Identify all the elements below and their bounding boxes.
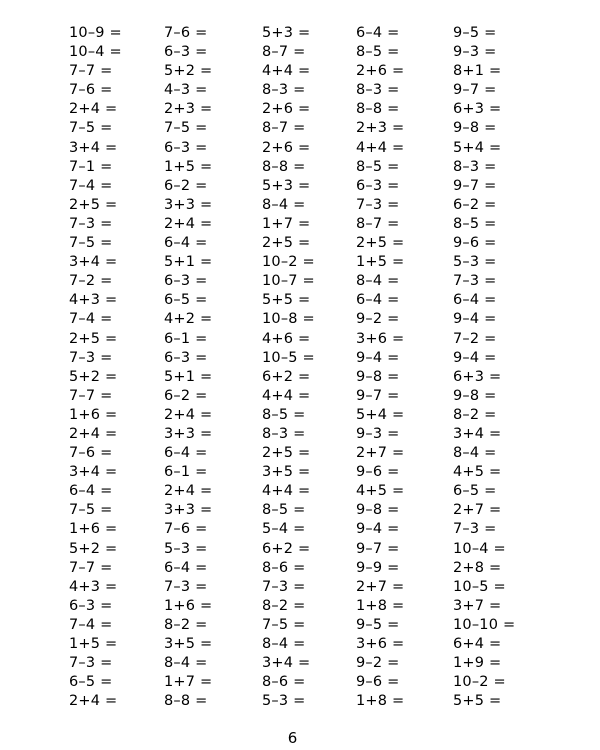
- math-problem: 4+5 =: [356, 483, 405, 500]
- worksheet-row: [0, 253, 600, 272]
- math-problem: 1+6 =: [69, 406, 118, 423]
- math-problem: 10–9 =: [69, 25, 122, 41]
- math-problem: 4+4 =: [356, 139, 405, 156]
- math-problem: 4+4 =: [262, 387, 311, 404]
- math-problem: 8–7 =: [356, 215, 400, 232]
- math-problem: 9–8 =: [453, 120, 497, 137]
- math-problem: 10–2 =: [262, 254, 315, 271]
- worksheet-row: [0, 310, 600, 329]
- math-problem: 5+4 =: [453, 139, 502, 156]
- math-problem: 8–2 =: [262, 597, 306, 614]
- worksheet-row: [0, 425, 600, 444]
- math-problem: 9–4 =: [356, 521, 400, 538]
- worksheet-row: [0, 616, 600, 635]
- math-problem: 7–4 =: [69, 616, 113, 633]
- math-problem: 7–5 =: [69, 235, 113, 252]
- worksheet-row: [0, 482, 600, 501]
- math-problem: 7–4 =: [69, 177, 113, 194]
- worksheet-row: [0, 291, 600, 310]
- worksheet-row: [0, 196, 600, 215]
- math-problem: 6–2 =: [164, 387, 208, 404]
- math-problem: 8–3 =: [262, 425, 306, 442]
- math-problem: 6–5 =: [164, 292, 208, 309]
- math-problem: 10–5 =: [262, 349, 315, 366]
- math-problem: 8–7 =: [262, 120, 306, 137]
- math-problem: 1+6 =: [164, 597, 213, 614]
- math-problem: 4–3 =: [164, 82, 208, 99]
- math-problem: 5+1 =: [164, 254, 213, 271]
- math-problem: 6–3 =: [164, 44, 208, 61]
- math-problem: 2+4 =: [69, 425, 118, 442]
- math-problem: 5+4 =: [356, 406, 405, 423]
- math-problem: 4+5 =: [453, 464, 502, 481]
- math-problem: 4+2 =: [164, 311, 213, 328]
- worksheet-row: [0, 368, 600, 387]
- math-problem: 3+4 =: [453, 425, 502, 442]
- math-problem: 6–3 =: [164, 349, 208, 366]
- math-problem: 1+5 =: [164, 158, 213, 175]
- math-problem: 2+8 =: [453, 559, 502, 576]
- math-problem: 1+7 =: [164, 674, 213, 691]
- math-problem: 5+2 =: [69, 368, 118, 385]
- math-problem: 9–4 =: [356, 349, 400, 366]
- math-problem: 9–7 =: [453, 177, 497, 194]
- math-problem: 5+2 =: [164, 63, 213, 80]
- math-problem: 3+4 =: [262, 655, 311, 672]
- math-problem: 6–2 =: [453, 196, 497, 213]
- worksheet-row: [0, 597, 600, 616]
- math-problem: 6–4 =: [164, 235, 208, 252]
- math-problem: 7–6 =: [164, 521, 208, 538]
- math-problem: 2+4 =: [69, 693, 118, 710]
- math-problem: 2+6 =: [262, 101, 311, 118]
- math-problem: 7–6 =: [164, 25, 208, 41]
- math-problem: 6–5 =: [69, 674, 113, 691]
- worksheet-row: [0, 673, 600, 692]
- math-problem: 2+4 =: [164, 406, 213, 423]
- worksheet-row: [0, 330, 600, 349]
- math-problem: 7–3 =: [69, 215, 113, 232]
- math-problem: 6–3 =: [164, 273, 208, 290]
- math-problem: 6–3 =: [164, 139, 208, 156]
- math-problem: 3+4 =: [69, 464, 118, 481]
- worksheet-row: [0, 158, 600, 177]
- math-problem: 8+1 =: [453, 63, 502, 80]
- math-problem: 6–5 =: [453, 483, 497, 500]
- math-problem: 10–4 =: [69, 44, 122, 61]
- math-problem: 6–4 =: [164, 445, 208, 462]
- worksheet-row: [0, 635, 600, 654]
- math-problem: 2+4 =: [164, 215, 213, 232]
- math-problem: 1+5 =: [356, 254, 405, 271]
- math-problem: 7–7 =: [69, 559, 113, 576]
- math-problem: 1+9 =: [453, 655, 502, 672]
- math-problem: 5–3 =: [164, 540, 208, 557]
- worksheet-row: [0, 520, 600, 539]
- math-problem: 7–4 =: [69, 311, 113, 328]
- worksheet-row: [0, 387, 600, 406]
- math-problem: 2+7 =: [453, 502, 502, 519]
- worksheet-row: [0, 215, 600, 234]
- math-problem: 9–5 =: [356, 616, 400, 633]
- math-problem: 4+3 =: [69, 578, 118, 595]
- worksheet-row: [0, 406, 600, 425]
- worksheet-row: [0, 578, 600, 597]
- math-problem: 2+3 =: [164, 101, 213, 118]
- math-problem: 7–3 =: [453, 521, 497, 538]
- worksheet-row: [0, 100, 600, 119]
- math-problem: 7–3 =: [164, 578, 208, 595]
- math-problem: 7–6 =: [69, 82, 113, 99]
- math-problem: 5+1 =: [164, 368, 213, 385]
- math-problem: 2+5 =: [69, 330, 118, 347]
- math-problem: 8–6 =: [262, 559, 306, 576]
- math-problem: 9–8 =: [453, 387, 497, 404]
- math-problem: 8–5 =: [262, 406, 306, 423]
- math-problem: 3+3 =: [164, 196, 213, 213]
- math-problem: 8–8 =: [262, 158, 306, 175]
- math-problem: 5+3 =: [262, 25, 311, 41]
- worksheet-row: [0, 81, 600, 100]
- math-problem: 6–4 =: [69, 483, 113, 500]
- math-problem: 4+4 =: [262, 483, 311, 500]
- math-problem: 2+5 =: [69, 196, 118, 213]
- worksheet-row: [0, 43, 600, 62]
- math-problem: 10–2 =: [453, 674, 506, 691]
- math-problem: 1+7 =: [262, 215, 311, 232]
- math-problem: 6–4 =: [453, 292, 497, 309]
- math-problem: 7–3 =: [356, 196, 400, 213]
- math-problem: 8–7 =: [262, 44, 306, 61]
- math-problem: 8–5 =: [356, 44, 400, 61]
- math-problem: 1+8 =: [356, 693, 405, 710]
- math-problem: 9–6 =: [453, 235, 497, 252]
- math-problem: 6–4 =: [164, 559, 208, 576]
- math-problem: 6+2 =: [262, 368, 311, 385]
- math-problem: 3+6 =: [356, 330, 405, 347]
- math-problem: 9–3 =: [356, 425, 400, 442]
- math-problem: 3+7 =: [453, 597, 502, 614]
- math-problem: 3+6 =: [356, 636, 405, 652]
- math-problem: 10–4 =: [453, 540, 506, 557]
- worksheet-row: [0, 654, 600, 673]
- math-problem: 8–5 =: [356, 158, 400, 175]
- math-problem: 8–5 =: [262, 502, 306, 519]
- math-problem: 3+3 =: [164, 425, 213, 442]
- math-problem: 5+5 =: [453, 693, 502, 710]
- math-problem: 5+3 =: [262, 177, 311, 194]
- math-problem: 5+2 =: [69, 540, 118, 557]
- math-problem: 3+4 =: [69, 139, 118, 156]
- math-problem: 6–4 =: [356, 25, 400, 41]
- math-problem: 3+4 =: [69, 254, 118, 271]
- math-problem: 4+4 =: [262, 63, 311, 80]
- math-problem: 2+5 =: [262, 235, 311, 252]
- math-problem: 5+5 =: [262, 292, 311, 309]
- worksheet-row: [0, 24, 600, 43]
- math-problem: 9–4 =: [453, 311, 497, 328]
- math-problem: 8–3 =: [453, 158, 497, 175]
- math-problem: 6–1 =: [164, 464, 208, 481]
- math-problem: 9–4 =: [453, 349, 497, 366]
- math-problem: 5–4 =: [262, 521, 306, 538]
- math-problem: 10–7 =: [262, 273, 315, 290]
- worksheet-row: [0, 559, 600, 578]
- math-problem: 4+3 =: [69, 292, 118, 309]
- worksheet-row: [0, 692, 600, 711]
- worksheet-row: [0, 119, 600, 138]
- math-problem: 7–5 =: [69, 120, 113, 137]
- math-problem: 7–3 =: [453, 273, 497, 290]
- math-problem: 1+6 =: [69, 521, 118, 538]
- math-problem: 5–3 =: [262, 693, 306, 710]
- worksheet-row: [0, 62, 600, 81]
- math-problem: 10–5 =: [453, 578, 506, 595]
- math-problem: 8–4 =: [262, 636, 306, 652]
- math-problem: 3+5 =: [164, 636, 213, 652]
- math-problem: 2+6 =: [356, 63, 405, 80]
- math-problem: 9–2 =: [356, 655, 400, 672]
- worksheet-row: [0, 234, 600, 253]
- math-problem: 7–5 =: [69, 502, 113, 519]
- math-problem: 1+5 =: [69, 636, 118, 652]
- math-problem: 8–2 =: [453, 406, 497, 423]
- math-problem: 9–3 =: [453, 44, 497, 61]
- math-problem: 8–3 =: [356, 82, 400, 99]
- math-problem: 6–2 =: [164, 177, 208, 194]
- math-problem: 6–1 =: [164, 330, 208, 347]
- math-problem: 6+2 =: [262, 540, 311, 557]
- math-problem: 8–3 =: [262, 82, 306, 99]
- math-problem: 2+4 =: [164, 483, 213, 500]
- math-problem: 7–3 =: [69, 349, 113, 366]
- math-problem: 7–7 =: [69, 63, 113, 80]
- math-problem: 1+8 =: [356, 597, 405, 614]
- math-problem: 4+6 =: [262, 330, 311, 347]
- math-problem: 2+7 =: [356, 445, 405, 462]
- math-problem: 7–3 =: [262, 578, 306, 595]
- math-problem: 2+7 =: [356, 578, 405, 595]
- worksheet-row: [0, 177, 600, 196]
- math-problem: 9–7 =: [356, 540, 400, 557]
- math-problem: 7–7 =: [69, 387, 113, 404]
- worksheet-row: [0, 540, 600, 559]
- math-problem: 6–3 =: [69, 597, 113, 614]
- math-problem: 9–8 =: [356, 368, 400, 385]
- worksheet-row: [0, 139, 600, 158]
- worksheet-row: [0, 501, 600, 520]
- math-problem: 10–8 =: [262, 311, 315, 328]
- math-problem: 8–2 =: [164, 616, 208, 633]
- math-problem: 9–7 =: [453, 82, 497, 99]
- math-problem: 5–3 =: [453, 254, 497, 271]
- math-problem: 6+4 =: [453, 636, 502, 652]
- worksheet-row: [0, 444, 600, 463]
- math-problem: 6–3 =: [356, 177, 400, 194]
- math-problem: 9–2 =: [356, 311, 400, 328]
- math-problem: 6+3 =: [453, 368, 502, 385]
- math-problem: 8–6 =: [262, 674, 306, 691]
- math-problem: 3+5 =: [262, 464, 311, 481]
- math-problem: 3+3 =: [164, 502, 213, 519]
- math-problem: 6–4 =: [356, 292, 400, 309]
- math-problem: 8–4 =: [356, 273, 400, 290]
- math-problem: 8–4 =: [164, 655, 208, 672]
- math-problem: 7–2 =: [69, 273, 113, 290]
- math-problem: 7–3 =: [69, 655, 113, 672]
- worksheet-row: [0, 272, 600, 291]
- arithmetic-worksheet: [0, 24, 600, 711]
- math-problem: 6+3 =: [453, 101, 502, 118]
- math-problem: 7–2 =: [453, 330, 497, 347]
- math-problem: 10–10 =: [453, 616, 516, 633]
- math-problem: 9–9 =: [356, 559, 400, 576]
- math-problem: 8–8 =: [164, 693, 208, 710]
- math-problem: 9–5 =: [453, 25, 497, 41]
- worksheet-row: [0, 349, 600, 368]
- math-problem: 2+5 =: [356, 235, 405, 252]
- math-problem: 2+5 =: [262, 445, 311, 462]
- math-problem: 8–5 =: [453, 215, 497, 232]
- math-problem: 2+6 =: [262, 139, 311, 156]
- page-number: 6: [287, 729, 298, 747]
- math-problem: 2+4 =: [69, 101, 118, 118]
- math-problem: 9–7 =: [356, 387, 400, 404]
- math-problem: 2+3 =: [356, 120, 405, 137]
- math-problem: 8–4 =: [453, 445, 497, 462]
- math-problem: 9–6 =: [356, 464, 400, 481]
- math-problem: 9–8 =: [356, 502, 400, 519]
- math-problem: 9–6 =: [356, 674, 400, 691]
- math-problem: 8–4 =: [262, 196, 306, 213]
- worksheet-row: [0, 463, 600, 482]
- math-problem: 8–8 =: [356, 101, 400, 118]
- math-problem: 7–5 =: [262, 616, 306, 633]
- math-problem: 7–1 =: [69, 158, 113, 175]
- math-problem: 7–6 =: [69, 445, 113, 462]
- math-problem: 7–5 =: [164, 120, 208, 137]
